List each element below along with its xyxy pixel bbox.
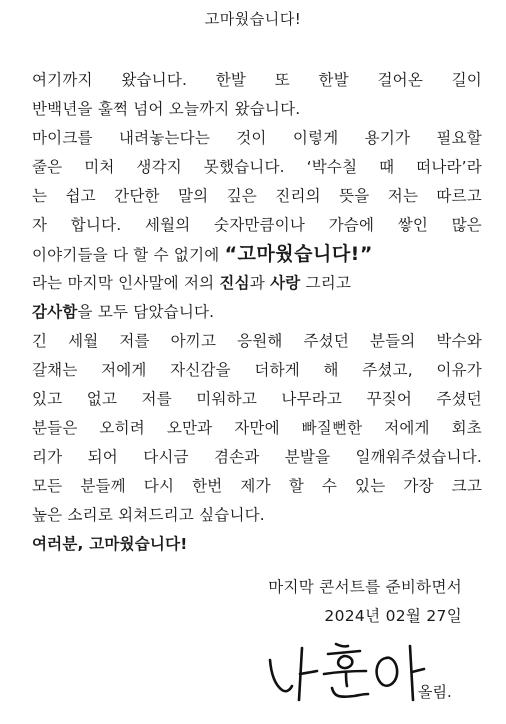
- letter-title: 고마웠습니다!: [204, 10, 302, 28]
- paragraph-3-line-2: 갈채는 저에게 자신감을 더하게 해 주셨고, 이유가: [32, 361, 482, 379]
- paragraph-3-line-1: 긴 세월 저를 아끼고 응원해 주셨던 분들의 박수와: [32, 332, 482, 350]
- paragraph-2-line-6-part-a: 라는 마지막 인사말에 저의: [32, 274, 220, 292]
- emphasis-sincerity: 진심: [219, 274, 250, 292]
- closing-date: 2024년 02월 27일: [324, 607, 462, 625]
- paragraph-3-line-7: 높은 소리로 외쳐드리고 싶습니다.: [32, 506, 265, 524]
- paragraph-3-line-6: 모든 분들께 다시 한번 제가 할 수 있는 가장 크고: [32, 477, 482, 495]
- paragraph-2-line-6: [32, 269, 482, 298]
- paragraph-2-line-5: [32, 240, 482, 269]
- paragraph-1-line-2: 반백년을 훌쩍 넘어 오늘까지 왔습니다.: [32, 100, 301, 118]
- paragraph-2-line-1: 마이크를 내려놓는다는 것이 이렇게 용기가 필요할: [32, 129, 482, 147]
- paragraph-3-line-5: 리가 되어 다시금 겸손과 분발을 일깨워주셨습니다.: [32, 448, 482, 466]
- sign-off: 올림.: [418, 683, 452, 701]
- paragraph-1-line-1: 여기까지 왔습니다. 한발 또 한발 걸어온 길이: [32, 71, 482, 89]
- paragraph-2-line-3: 는 쉽고 간단한 말의 깊은 진리의 뜻을 저는 따르고: [32, 187, 482, 205]
- handwritten-signature: [262, 638, 427, 708]
- paragraph-2-line-6-part-e: 그리고: [300, 274, 352, 292]
- paragraph-3-line-3: 있고 없고 저를 미워하고 나무라고 꾸짖어 주셨던: [32, 390, 482, 408]
- emphasis-love: 사랑: [270, 274, 301, 292]
- closing-occasion: 마지막 콘서트를 준비하면서: [268, 578, 462, 596]
- paragraph-2-line-7-rest: 을 모두 담았습니다.: [77, 303, 215, 321]
- paragraph-2-line-2: 줄은 미처 생각지 못했습니다. ‘박수칠 때 떠나라’라: [32, 158, 482, 176]
- letter-body: [32, 66, 482, 559]
- paragraph-2-line-6-part-c: 과: [249, 274, 271, 292]
- thank-you-quote: “고마웠습니다!”: [224, 243, 373, 265]
- paragraph-2-line-7: [32, 298, 482, 327]
- paragraph-2-line-5-text: 이야기들을 다 할 수 없기에: [32, 246, 220, 264]
- emphasis-gratitude: 감사함: [32, 303, 78, 321]
- paragraph-3-line-4: 분들은 오히려 오만과 자만에 빠질뻔한 저에게 회초: [32, 419, 482, 437]
- letter-closing: [268, 573, 462, 631]
- final-thanks-line: 여러분, 고마웠습니다!: [32, 535, 188, 553]
- paragraph-2-line-4: 자 합니다. 세월의 숫자만큼이나 가슴에 쌓인 많은: [32, 216, 482, 234]
